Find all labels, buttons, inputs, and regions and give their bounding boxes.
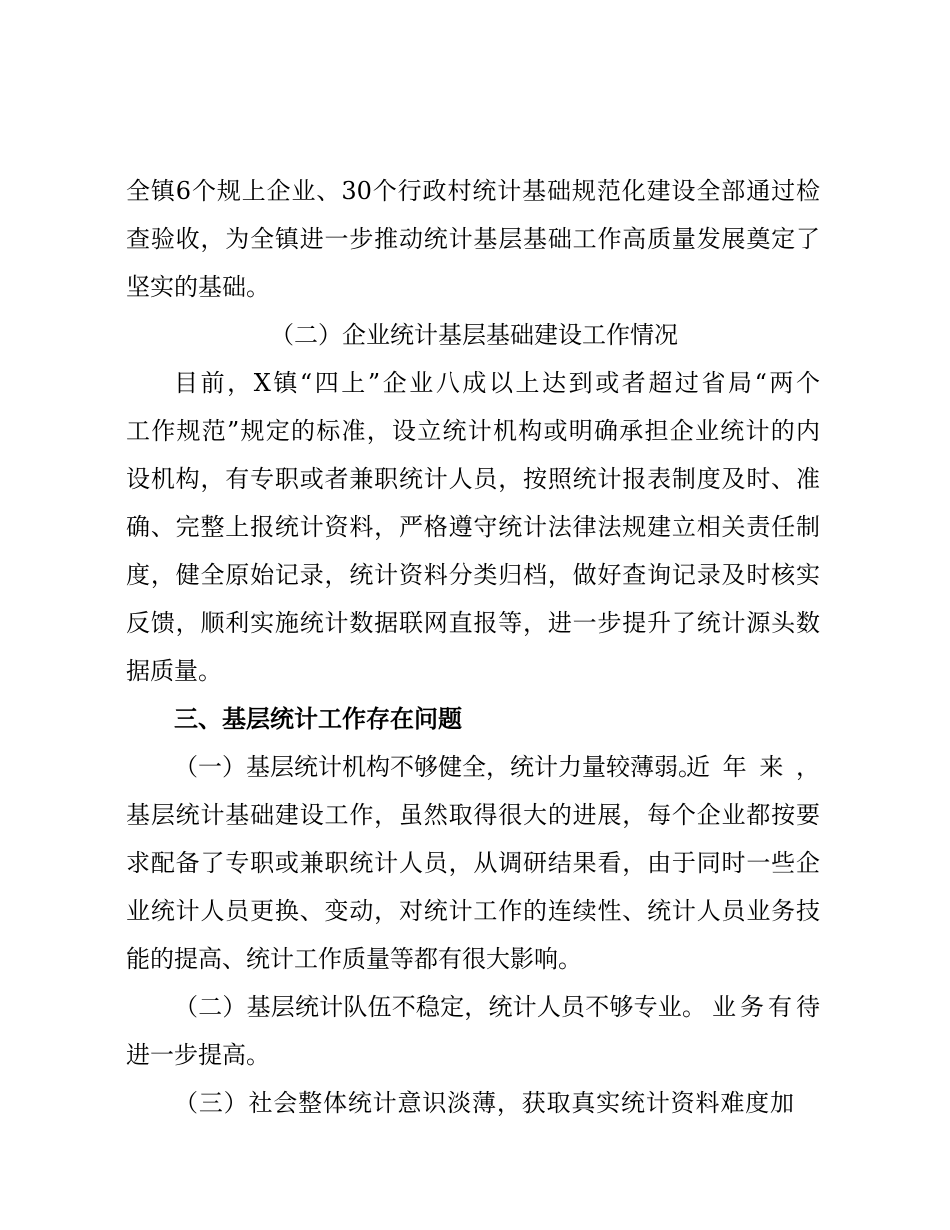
body-line: 坚实的基础。 bbox=[126, 273, 270, 301]
body-line: 工作规范”规定的标准，设立统计机构或明确承担企业统计的内 bbox=[126, 417, 820, 445]
body-line: 近年来， bbox=[686, 753, 820, 781]
body-line: 确、完整上报统计资料，严格遵守统计法律法规建立相关责任制 bbox=[126, 513, 820, 541]
subsection-heading: （二）企业统计基层基础建设工作情况 bbox=[270, 321, 678, 349]
body-line: 反馈，顺利实施统计数据联网直报等，进一步提升了统计源头数 bbox=[126, 609, 820, 637]
body-line: 设机构，有专职或者兼职统计人员，按照统计报表制度及时、准 bbox=[126, 465, 820, 493]
issue-heading: （一）基层统计机构不够健全，统计力量较薄弱。 bbox=[174, 753, 702, 781]
body-line: 业统计人员更换、变动，对统计工作的连续性、统计人员业务技 bbox=[126, 897, 820, 925]
body-line: 据质量。 bbox=[126, 657, 222, 685]
body-line: 目前，X镇“四上”企业八成以上达到或者超过省局“两个 bbox=[174, 369, 820, 397]
body-line: 查验收，为全镇进一步推动统计基层基础工作高质量发展奠定了 bbox=[126, 225, 820, 253]
body-line: 基层统计基础建设工作，虽然取得很大的进展，每个企业都按要 bbox=[126, 801, 820, 829]
issue-heading: （二）基层统计队伍不稳定，统计人员不够专业。 bbox=[174, 993, 706, 1021]
section-heading: 三、基层统计工作存在问题 bbox=[174, 705, 462, 733]
body-line: 进一步提高。 bbox=[126, 1041, 270, 1069]
issue-heading: （三）社会整体统计意识淡薄，获取真实统计资料难度加 bbox=[174, 1089, 794, 1117]
body-line: 求配备了专职或兼职统计人员，从调研结果看，由于同时一些企 bbox=[126, 849, 820, 877]
body-line: 能的提高、统计工作质量等都有很大影响。 bbox=[126, 945, 582, 973]
body-line: 全镇6个规上企业、30个行政村统计基础规范化建设全部通过检 bbox=[126, 177, 820, 205]
body-line: 业务有待 bbox=[712, 993, 820, 1021]
body-line: 度，健全原始记录，统计资料分类归档，做好查询记录及时核实 bbox=[126, 561, 820, 589]
